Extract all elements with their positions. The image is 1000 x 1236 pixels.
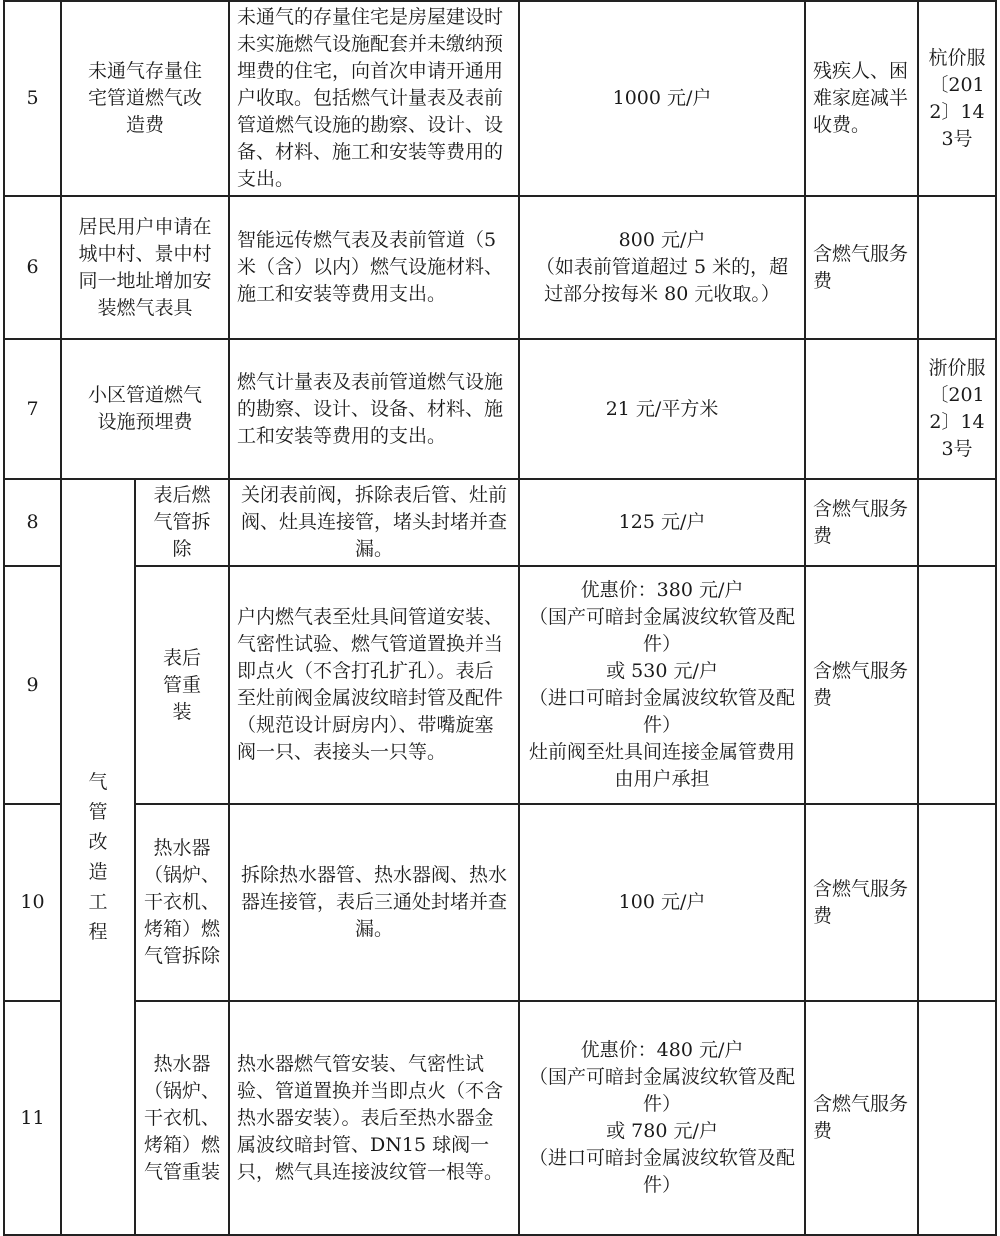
fee-remark: 含燃气服务费 (805, 479, 918, 566)
table-row (4, 339, 996, 479)
fee-basis (918, 804, 996, 1001)
fee-content: 智能远传燃气表及表前管道（5 米（含）以内）燃气设施材料、施工和安装等费用支出。 (229, 196, 519, 339)
table-row (4, 1001, 996, 1235)
fee-item: 表后管重装 (135, 566, 229, 804)
table-row (4, 196, 996, 339)
fee-remark: 含燃气服务费 (805, 566, 918, 804)
fee-item: 热水器（锅炉、干衣机、烤箱）燃气管重装 (135, 1001, 229, 1235)
row-number: 6 (4, 196, 61, 339)
fee-content: 燃气计量表及表前管道燃气设施的勘察、设计、设备、材料、施工和安装等费用的支出。 (229, 339, 519, 479)
row-number: 10 (4, 804, 61, 1001)
fee-remark: 含燃气服务费 (805, 1001, 918, 1235)
row-number: 11 (4, 1001, 61, 1235)
row-number: 5 (4, 1, 61, 196)
row-number: 9 (4, 566, 61, 804)
fee-remark: 含燃气服务费 (805, 804, 918, 1001)
fee-basis (918, 479, 996, 566)
table-row (4, 566, 996, 804)
fee-price: 优惠价：380 元/户 （国产可暗封金属波纹软管及配件） 或 530 元/户 （进口可暗封金属波纹软管及配件） 灶前阀至灶具间连接金属管费用由用户承担 (519, 566, 805, 804)
fee-remark: 含燃气服务费 (805, 196, 918, 339)
fee-basis: 浙价服〔2012〕143号 (918, 339, 996, 479)
fee-price: 800 元/户 （如表前管道超过 5 米的，超过部分按每米 80 元收取。） (519, 196, 805, 339)
fee-price: 1000 元/户 (519, 1, 805, 196)
table-row (4, 804, 996, 1001)
fee-content: 拆除热水器管、热水器阀、热水器连接管，表后三通处封堵并查漏。 (229, 804, 519, 1001)
fee-basis (918, 566, 996, 804)
fee-price: 优惠价：480 元/户 （国产可暗封金属波纹软管及配件） 或 780 元/户 （进口可暗封金属波纹软管及配件） (519, 1001, 805, 1235)
fee-content: 热水器燃气管安装、气密性试验、管道置换并当即点火（不含热水器安装）。表后至热水器金属波纹暗封管、DN15 球阀一只，燃气具连接波纹管一根等。 (229, 1001, 519, 1235)
fee-table (3, 0, 997, 1236)
table-row (4, 479, 996, 566)
row-number: 8 (4, 479, 61, 566)
fee-price: 125 元/户 (519, 479, 805, 566)
table-row (4, 1, 996, 196)
category-text: 气管改造工程 (88, 771, 108, 943)
row-number: 7 (4, 339, 61, 479)
fee-item: 居民用户申请在城中村、景中村同一地址增加安装燃气表具 (61, 196, 229, 339)
category-label (61, 479, 135, 1235)
fee-basis (918, 196, 996, 339)
fee-price: 100 元/户 (519, 804, 805, 1001)
fee-price: 21 元/平方米 (519, 339, 805, 479)
fee-basis: 杭价服〔2012〕143号 (918, 1, 996, 196)
fee-item: 热水器（锅炉、干衣机、烤箱）燃气管拆除 (135, 804, 229, 1001)
fee-basis (918, 1001, 996, 1235)
fee-content: 未通气的存量住宅是房屋建设时未实施燃气设施配套并未缴纳预埋费的住宅，向首次申请开通用户收取。包括燃气计量表及表前管道燃气设施的勘察、设计、设备、材料、施工和安装等费用的支出。 (229, 1, 519, 196)
fee-remark (805, 339, 918, 479)
fee-item: 小区管道燃气设施预埋费 (61, 339, 229, 479)
fee-content: 关闭表前阀，拆除表后管、灶前阀、灶具连接管，堵头封堵并查漏。 (229, 479, 519, 566)
fee-item: 未通气存量住宅管道燃气改造费 (61, 1, 229, 196)
fee-remark: 残疾人、困难家庭减半收费。 (805, 1, 918, 196)
fee-content: 户内燃气表至灶具间管道安装、气密性试验、燃气管道置换并当即点火（不含打孔扩孔）。表后至灶前阀金属波纹暗封管及配件（规范设计厨房内）、带嘴旋塞阀一只、表接头一只等。 (229, 566, 519, 804)
fee-item: 表后燃气管拆除 (135, 479, 229, 566)
